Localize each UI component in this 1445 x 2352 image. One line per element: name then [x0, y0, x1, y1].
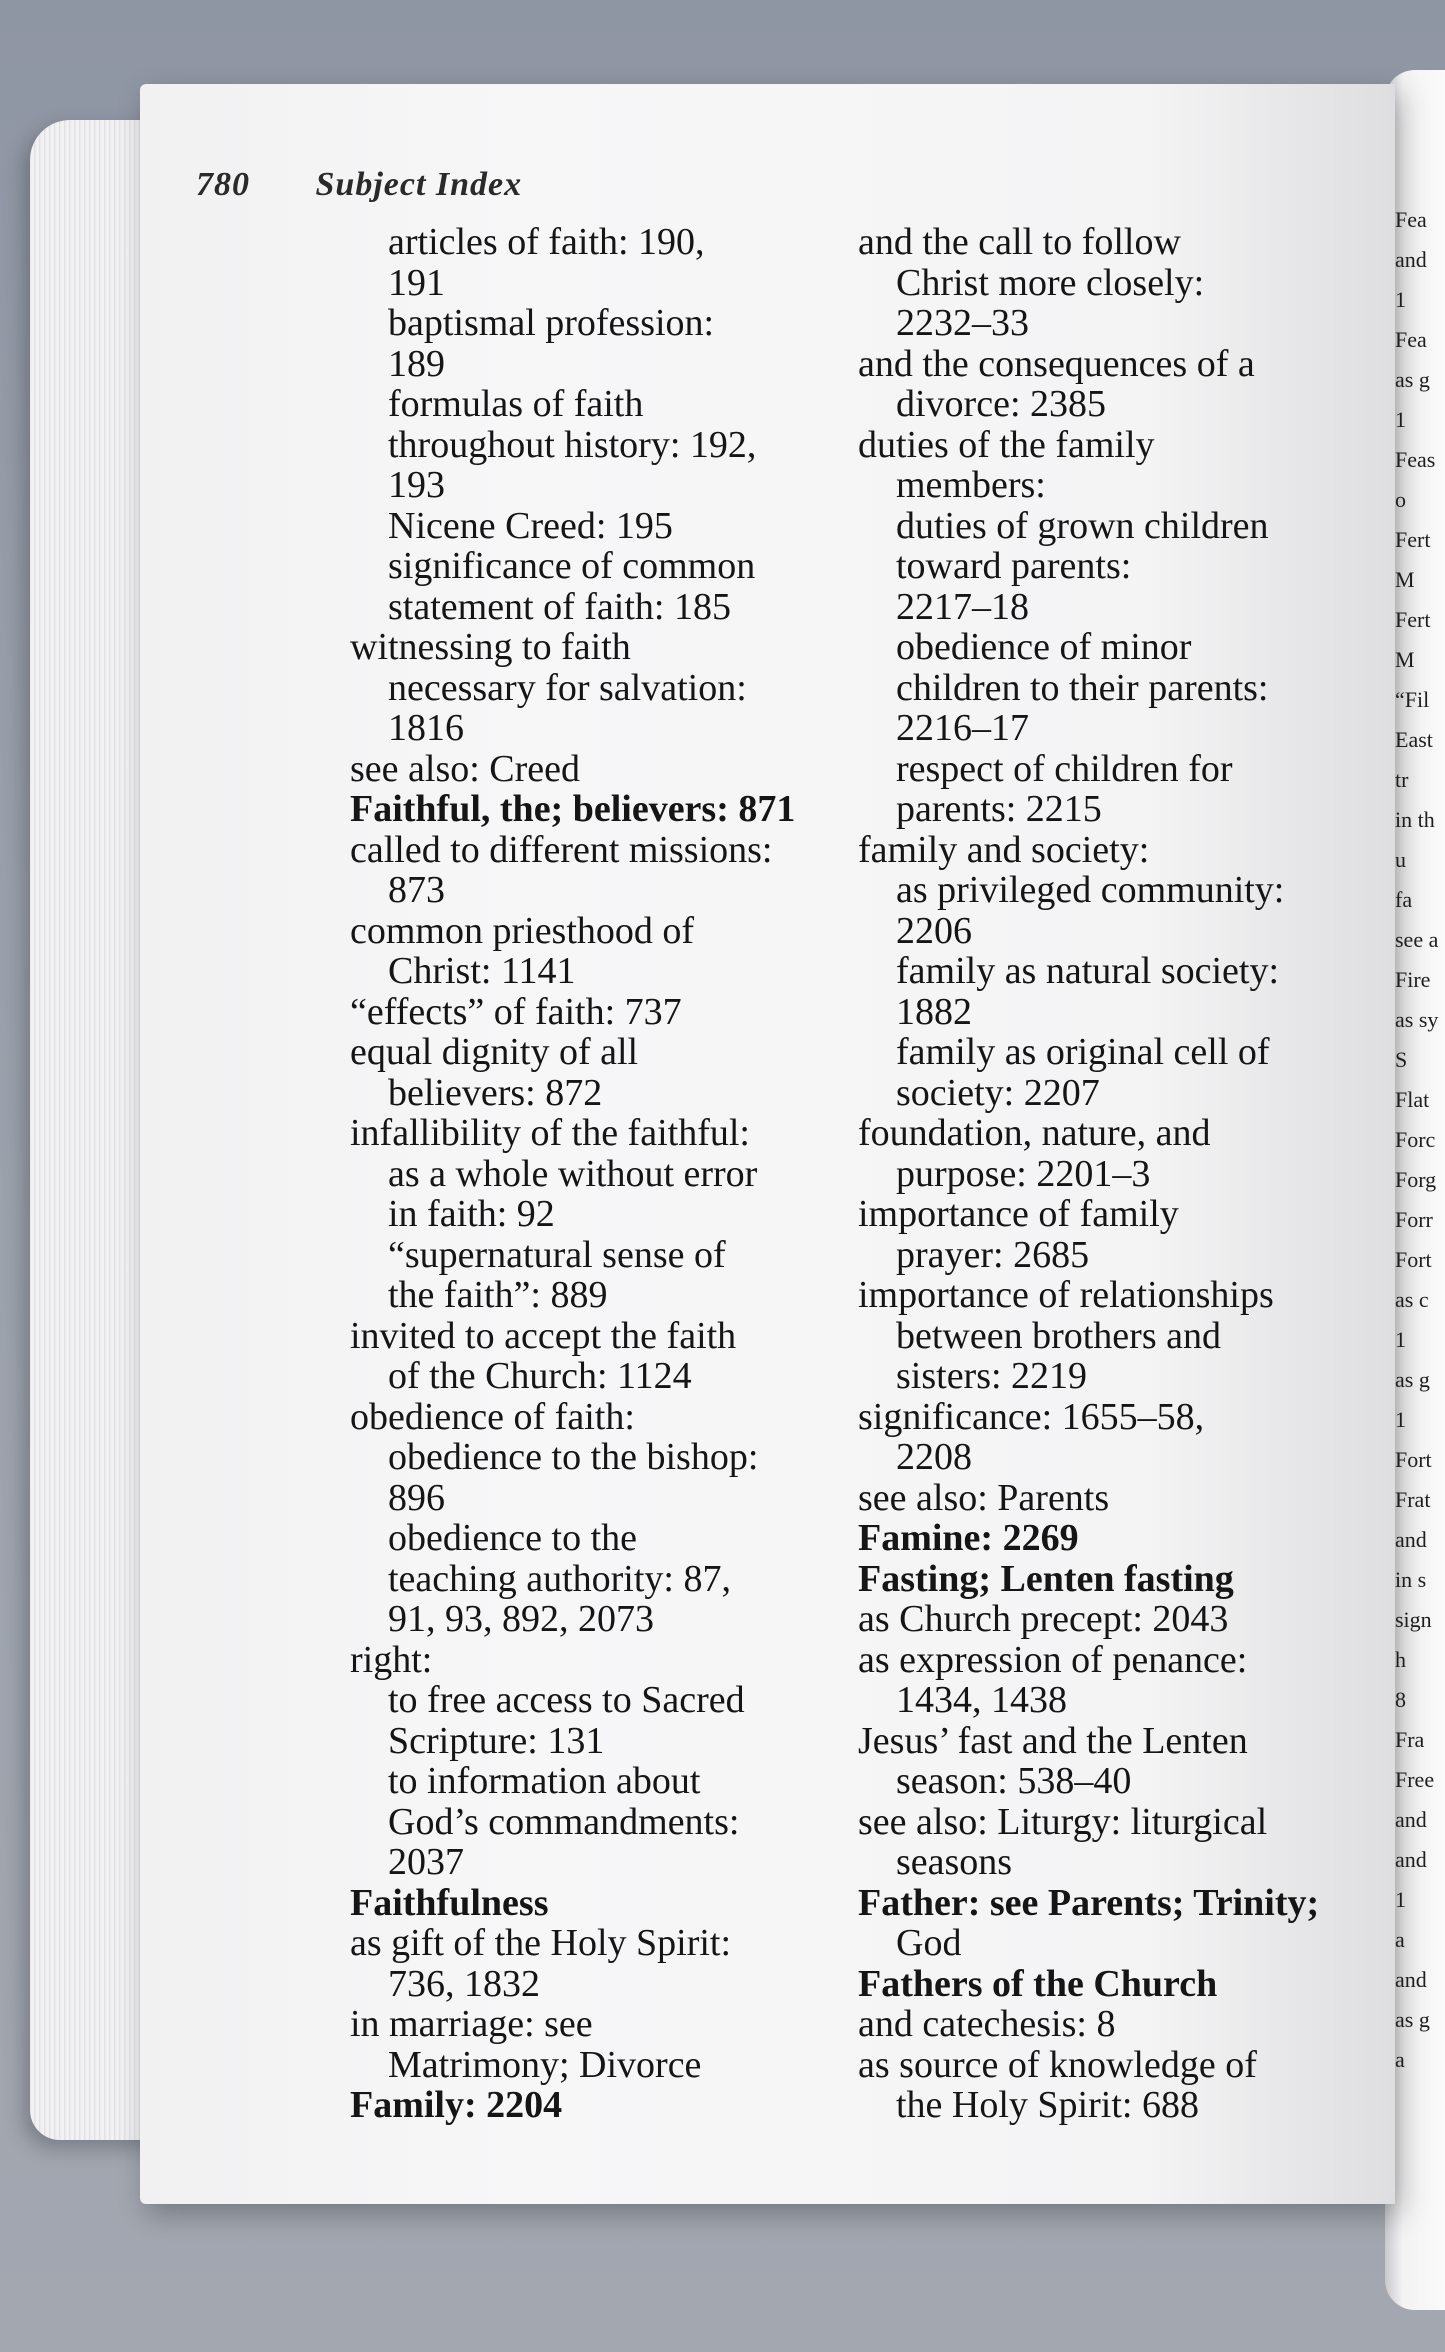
facing-page-fragment: as g: [1395, 2007, 1430, 2032]
index-subentry: articles of faith: 190,: [388, 221, 705, 263]
facing-page-fragment: in s: [1395, 1567, 1427, 1592]
index-subentry: “supernatural sense of: [388, 1233, 726, 1276]
facing-page-fragment: Fea: [1395, 327, 1427, 352]
facing-page-fragment: sign: [1395, 1607, 1432, 1632]
index-entry: see also: Liturgy: liturgical: [858, 1800, 1268, 1843]
facing-page-fragment: as g: [1395, 367, 1430, 392]
facing-page-fragment: as g: [1395, 1367, 1430, 1392]
facing-page-fragment: “Fil: [1395, 687, 1430, 712]
index-entry: family and society:: [858, 828, 1150, 871]
index-subentry: obedience of minor: [896, 626, 1192, 668]
facing-page-fragment: tr: [1395, 767, 1409, 792]
index-subentry: of the Church: 1124: [388, 1355, 692, 1397]
index-subentry: to free access to Sacred: [388, 1679, 745, 1721]
index-entry: common priesthood of: [350, 909, 695, 952]
index-entry: see also: Parents: [858, 1476, 1110, 1519]
index-subentry: necessary for salvation:: [388, 666, 747, 709]
facing-page-fragment: Fort: [1395, 1247, 1432, 1272]
index-entry: called to different missions:: [350, 828, 773, 871]
facing-page-fragment: a: [1395, 1927, 1405, 1952]
facing-page-text-fragments: [1395, 200, 1439, 2100]
index-subentry: 193: [388, 464, 445, 506]
index-subentry: seasons: [896, 1841, 1013, 1883]
index-subentry: between brothers and: [896, 1314, 1221, 1357]
index-subentry: season: 538–40: [896, 1760, 1132, 1802]
index-subentry: significance of common: [388, 545, 756, 587]
facing-page-fragment: and: [1395, 247, 1427, 272]
facing-page-fragment: Fea: [1395, 207, 1427, 232]
index-subentry: Scripture: 131: [388, 1719, 605, 1762]
index-entry: Family: 2204: [350, 2084, 563, 2126]
index-entry: importance of relationships: [858, 1274, 1274, 1316]
index-subentry: God’s commandments:: [388, 1800, 740, 1843]
index-subentry: family as natural society:: [896, 950, 1280, 992]
facing-page-fragment: 1: [1395, 1407, 1406, 1432]
index-subentry: 2037: [388, 1841, 464, 1883]
facing-page-fragment: fa: [1395, 887, 1413, 912]
facing-page-fragment: East: [1395, 727, 1433, 752]
index-subentry: 189: [388, 342, 445, 385]
index-entry: right:: [350, 1638, 433, 1681]
facing-page-fragment: M: [1395, 647, 1415, 672]
index-subentry: 1882: [896, 990, 972, 1033]
index-subentry: divorce: 2385: [896, 383, 1107, 425]
index-entry: and the consequences of a: [858, 342, 1255, 385]
index-subentry: 2217–18: [896, 585, 1029, 628]
facing-page-fragment: 1: [1395, 1327, 1406, 1352]
index-subentry: 91, 93, 892, 2073: [388, 1598, 654, 1640]
index-entry: invited to accept the faith: [350, 1314, 737, 1357]
index-subentry: purpose: 2201–3: [896, 1152, 1151, 1195]
facing-page-fragment: Fert: [1395, 607, 1431, 632]
facing-page-fragment: M: [1395, 567, 1415, 592]
index-subentry: duties of grown children: [896, 504, 1269, 547]
index-subentry: 1816: [388, 707, 464, 749]
facing-page-fragment: and: [1395, 1847, 1427, 1872]
index-subentry: 2216–17: [896, 707, 1029, 749]
running-head-title: Subject Index: [315, 166, 523, 203]
index-entry: Father: see Parents; Trinity;: [858, 1881, 1320, 1924]
facing-page-fragment: a: [1395, 2047, 1405, 2072]
facing-page-fragment: Fort: [1395, 1447, 1432, 1472]
index-subentry: in faith: 92: [388, 1193, 555, 1235]
facing-page-fragment: o: [1395, 487, 1406, 512]
index-subentry: parents: 2215: [896, 788, 1102, 830]
index-subentry: 2206: [896, 909, 972, 952]
index-subentry: 896: [388, 1476, 445, 1519]
facing-page-fragment: Fire: [1395, 967, 1431, 992]
facing-page-fragment: Forg: [1395, 1167, 1437, 1192]
index-subentry: 2232–33: [896, 302, 1029, 344]
facing-page-fragment: S: [1395, 1047, 1408, 1072]
index-subentry: respect of children for: [896, 747, 1233, 790]
facing-page-fragment: Fra: [1395, 1727, 1425, 1752]
index-entry: in marriage: see: [350, 2003, 593, 2045]
facing-page-fragment: u: [1395, 847, 1406, 872]
facing-page-fragment: Forc: [1395, 1127, 1436, 1152]
index-entry: equal dignity of all: [350, 1031, 639, 1073]
index-subentry: prayer: 2685: [896, 1233, 1090, 1276]
facing-page-fragment: Flat: [1395, 1087, 1430, 1112]
facing-page-fragment: 1: [1395, 1887, 1406, 1912]
index-subentry: obedience to the bishop:: [388, 1436, 759, 1478]
index-subentry: as a whole without error: [388, 1152, 758, 1195]
index-subentry: obedience to the: [388, 1517, 638, 1559]
index-subentry: children to their parents:: [896, 666, 1269, 709]
index-subentry: statement of faith: 185: [388, 585, 731, 628]
index-entry: significance: 1655–58,: [858, 1395, 1205, 1438]
index-subentry: Christ more closely:: [896, 261, 1205, 304]
index-entry: Fasting; Lenten fasting: [858, 1557, 1234, 1600]
facing-page-fragment: Forr: [1395, 1207, 1433, 1232]
index-subentry: 2208: [896, 1436, 972, 1478]
index-subentry: members:: [896, 464, 1046, 506]
facing-page-fragment: Fert: [1395, 527, 1431, 552]
index-entry: Faithful, the; believers: 871: [350, 788, 796, 830]
index-subentry: society: 2207: [896, 1071, 1100, 1114]
facing-page-fragment: in th: [1395, 807, 1435, 832]
index-entry: importance of family: [858, 1193, 1179, 1235]
index-subentry: teaching authority: 87,: [388, 1557, 731, 1600]
facing-page-fragment: see a: [1395, 927, 1439, 952]
index-subentry: sisters: 2219: [896, 1355, 1088, 1397]
index-subentry: 873: [388, 869, 445, 911]
index-subentry: believers: 872: [388, 1071, 603, 1114]
index-subentry: to information about: [388, 1760, 701, 1802]
facing-page-fragment: as c: [1395, 1287, 1429, 1312]
index-subentry: Christ: 1141: [388, 950, 576, 992]
index-entry: see also: Creed: [350, 747, 581, 790]
index-entry: Famine: 2269: [858, 1517, 1079, 1559]
index-subentry: 736, 1832: [388, 1962, 540, 2005]
index-entry: and catechesis: 8: [858, 2003, 1116, 2045]
index-subentry: throughout history: 192,: [388, 423, 757, 466]
index-entry: “effects” of faith: 737: [350, 990, 682, 1033]
facing-page-fragment: h: [1395, 1647, 1406, 1672]
facing-page-fragment: and: [1395, 1527, 1427, 1552]
index-subentry: baptismal profession:: [388, 302, 715, 344]
index-subentry: as privileged community:: [896, 869, 1285, 911]
index-entry: obedience of faith:: [350, 1395, 635, 1438]
facing-page-fragment: 1: [1395, 407, 1406, 432]
index-column-left: [350, 222, 830, 2126]
facing-page-fragment: as sy: [1395, 1007, 1439, 1032]
index-subentry: the faith”: 889: [388, 1274, 608, 1316]
index-entry: as gift of the Holy Spirit:: [350, 1922, 732, 1964]
facing-page-fragment: Frat: [1395, 1487, 1431, 1512]
running-head: [196, 166, 522, 204]
index-subentry: toward parents:: [896, 545, 1132, 587]
facing-page-fragment: Feas: [1395, 447, 1436, 472]
facing-page-fragment: 1: [1395, 287, 1406, 312]
index-subentry: 191: [388, 261, 445, 304]
index-entry: Faithfulness: [350, 1881, 549, 1924]
index-entry: as source of knowledge of: [858, 2043, 1257, 2086]
page-number: 780: [196, 166, 250, 203]
facing-page-fragment: Free: [1395, 1767, 1435, 1792]
index-entry: foundation, nature, and: [858, 1112, 1211, 1154]
index-entry: witnessing to faith: [350, 626, 631, 668]
facing-page-fragment: and: [1395, 1967, 1427, 1992]
index-entry: duties of the family: [858, 423, 1155, 466]
facing-page-fragment: 8: [1395, 1687, 1406, 1712]
index-subentry: 1434, 1438: [896, 1679, 1067, 1721]
facing-page-fragment: and: [1395, 1807, 1427, 1832]
index-subentry: Nicene Creed: 195: [388, 504, 673, 547]
index-entry: as Church precept: 2043: [858, 1598, 1229, 1640]
index-entry: Jesus’ fast and the Lenten: [858, 1719, 1248, 1762]
index-subentry: family as original cell of: [896, 1031, 1270, 1073]
index-subentry: formulas of faith: [388, 383, 644, 425]
index-entry: and the call to follow: [858, 221, 1181, 263]
index-subentry: God: [896, 1922, 962, 1964]
index-entry: as expression of penance:: [858, 1638, 1248, 1681]
index-entry: Fathers of the Church: [858, 1962, 1218, 2005]
index-entry: infallibility of the faithful:: [350, 1112, 750, 1154]
index-column-right: [858, 222, 1378, 2126]
index-subentry: the Holy Spirit: 688: [896, 2084, 1199, 2126]
index-subentry: Matrimony; Divorce: [388, 2043, 702, 2086]
